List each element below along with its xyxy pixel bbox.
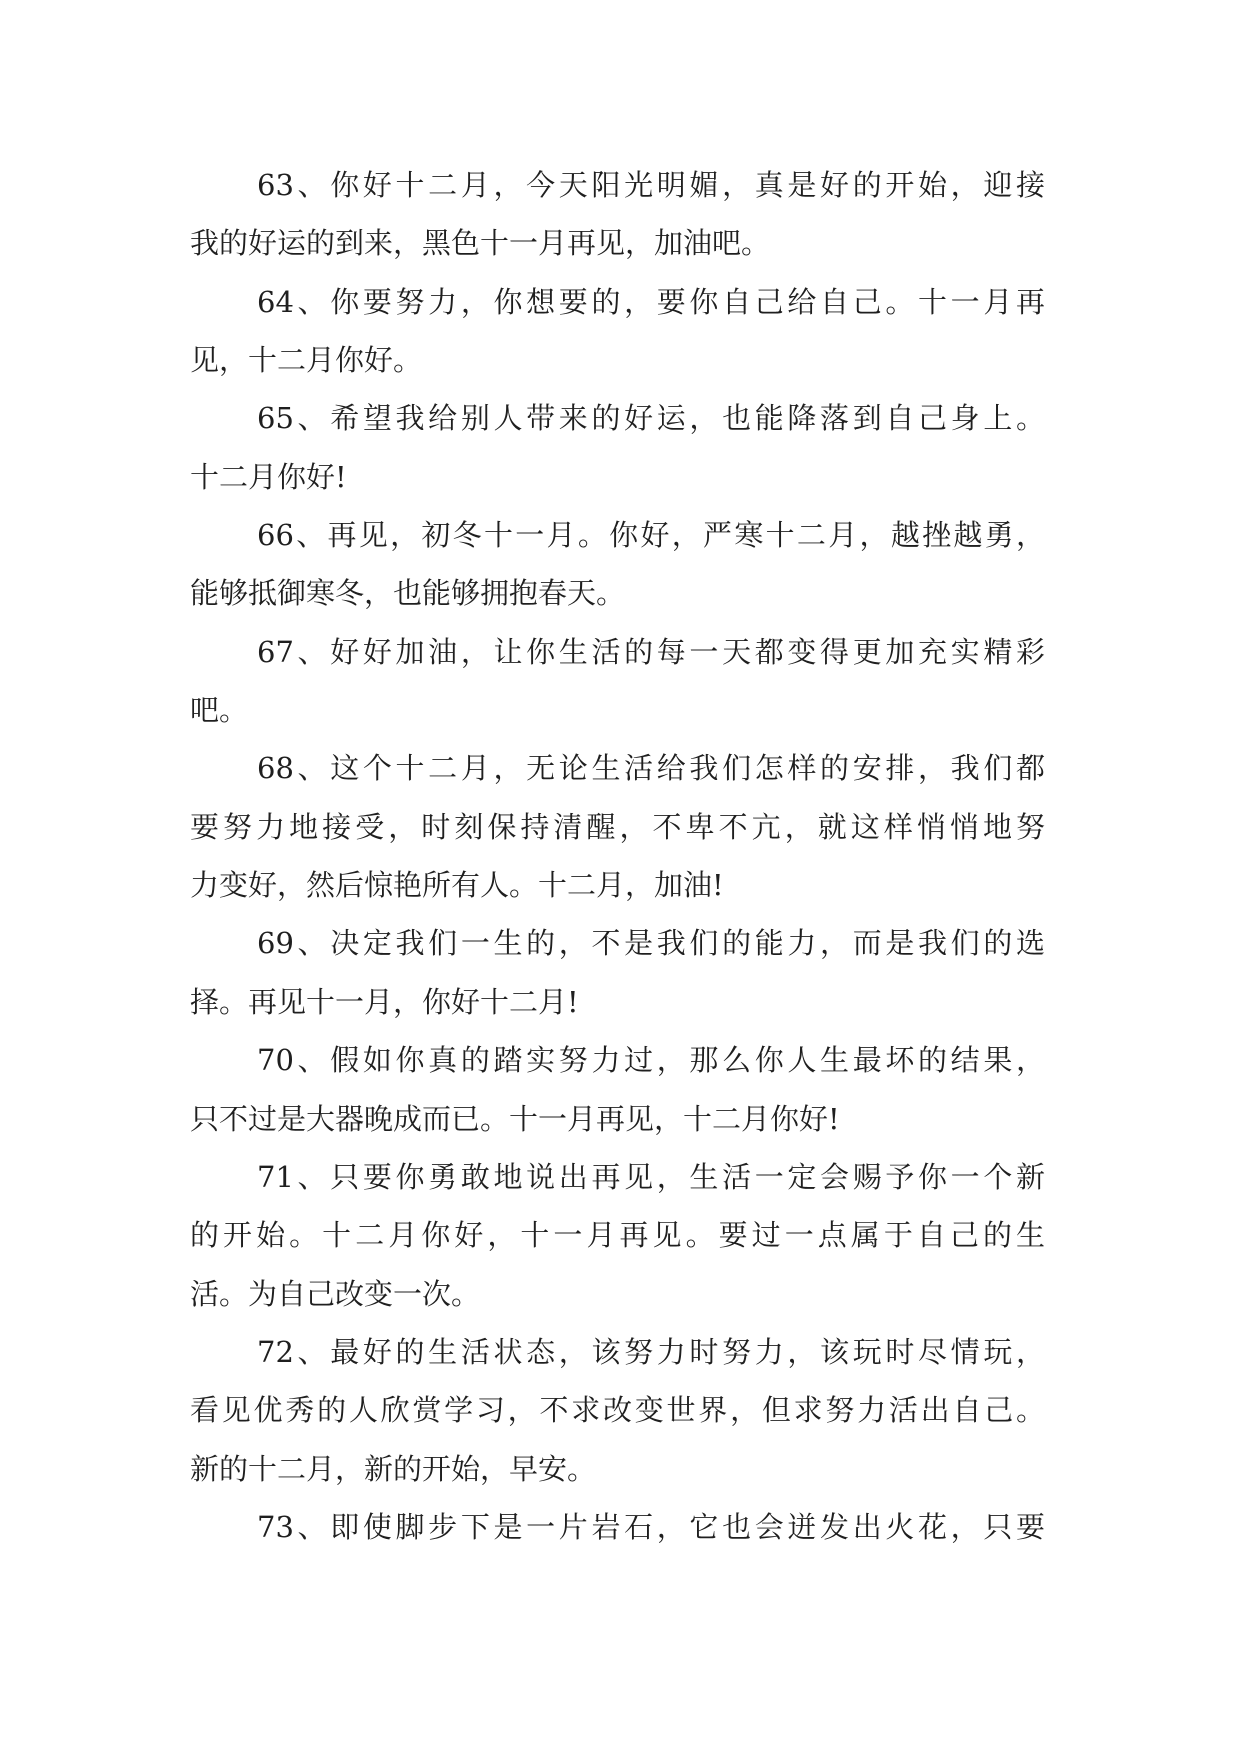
body-text — [190, 156, 1045, 1556]
paragraph-65 — [190, 389, 1045, 506]
text-line: 要努力地接受，时刻保持清醒，不卑不亢，就这样悄悄地努 — [190, 809, 1045, 844]
text-line: 力变好，然后惊艳所有人。十二月，加油! — [190, 868, 724, 903]
paragraph-66 — [190, 506, 1045, 623]
text-line: 69、决定我们一生的，不是我们的能力，而是我们的选 — [257, 926, 1045, 961]
text-line: 68、这个十二月，无论生活给我们怎样的安排，我们都 — [257, 751, 1045, 786]
text-line: 能够抵御寒冬，也能够拥抱春天。 — [190, 576, 626, 611]
paragraph-68 — [190, 739, 1045, 914]
text-line: 的开始。十二月你好，十一月再见。要过一点属于自己的生 — [190, 1218, 1045, 1253]
text-line: 67、好好加油，让你生活的每一天都变得更加充实精彩 — [257, 634, 1045, 669]
text-line: 65、希望我给别人带来的好运，也能降落到自己身上。 — [257, 401, 1045, 436]
paragraph-72 — [190, 1323, 1045, 1498]
text-line: 见，十二月你好。 — [190, 343, 423, 378]
paragraph-73 — [190, 1498, 1045, 1556]
text-line: 63、你好十二月，今天阳光明媚，真是好的开始，迎接 — [257, 168, 1045, 202]
text-line: 70、假如你真的踏实努力过，那么你人生最坏的结果， — [257, 1043, 1045, 1078]
text-line: 吧。 — [190, 693, 249, 728]
text-line: 64、你要努力，你想要的，要你自己给自己。十一月再 — [257, 284, 1045, 319]
paragraph-71 — [190, 1148, 1045, 1323]
text-line: 我的好运的到来，黑色十一月再见，加油吧。 — [190, 226, 771, 261]
paragraph-64 — [190, 273, 1045, 390]
paragraph-69 — [190, 914, 1045, 1031]
text-line: 66、再见，初冬十一月。你好，严寒十二月，越挫越勇， — [257, 518, 1045, 553]
text-line: 十二月你好! — [190, 459, 347, 494]
text-line: 择。再见十一月，你好十二月! — [190, 984, 579, 1019]
paragraph-67 — [190, 623, 1045, 740]
text-line: 新的十二月，新的开始，早安。 — [190, 1451, 597, 1486]
paragraph-63 — [190, 156, 1045, 273]
text-line: 72、最好的生活状态，该努力时努力，该玩时尽情玩， — [257, 1334, 1045, 1369]
paragraph-70 — [190, 1031, 1045, 1148]
text-line: 71、只要你勇敢地说出再见，生活一定会赐予你一个新 — [257, 1159, 1045, 1194]
text-line: 看见优秀的人欣赏学习，不求改变世界，但求努力活出自己。 — [190, 1393, 1045, 1428]
text-line: 活。为自己改变一次。 — [190, 1276, 481, 1311]
text-line: 只不过是大器晚成而已。十一月再见，十二月你好! — [190, 1101, 840, 1136]
text-line: 73、即使脚步下是一片岩石，它也会迸发出火花，只要 — [257, 1509, 1045, 1544]
